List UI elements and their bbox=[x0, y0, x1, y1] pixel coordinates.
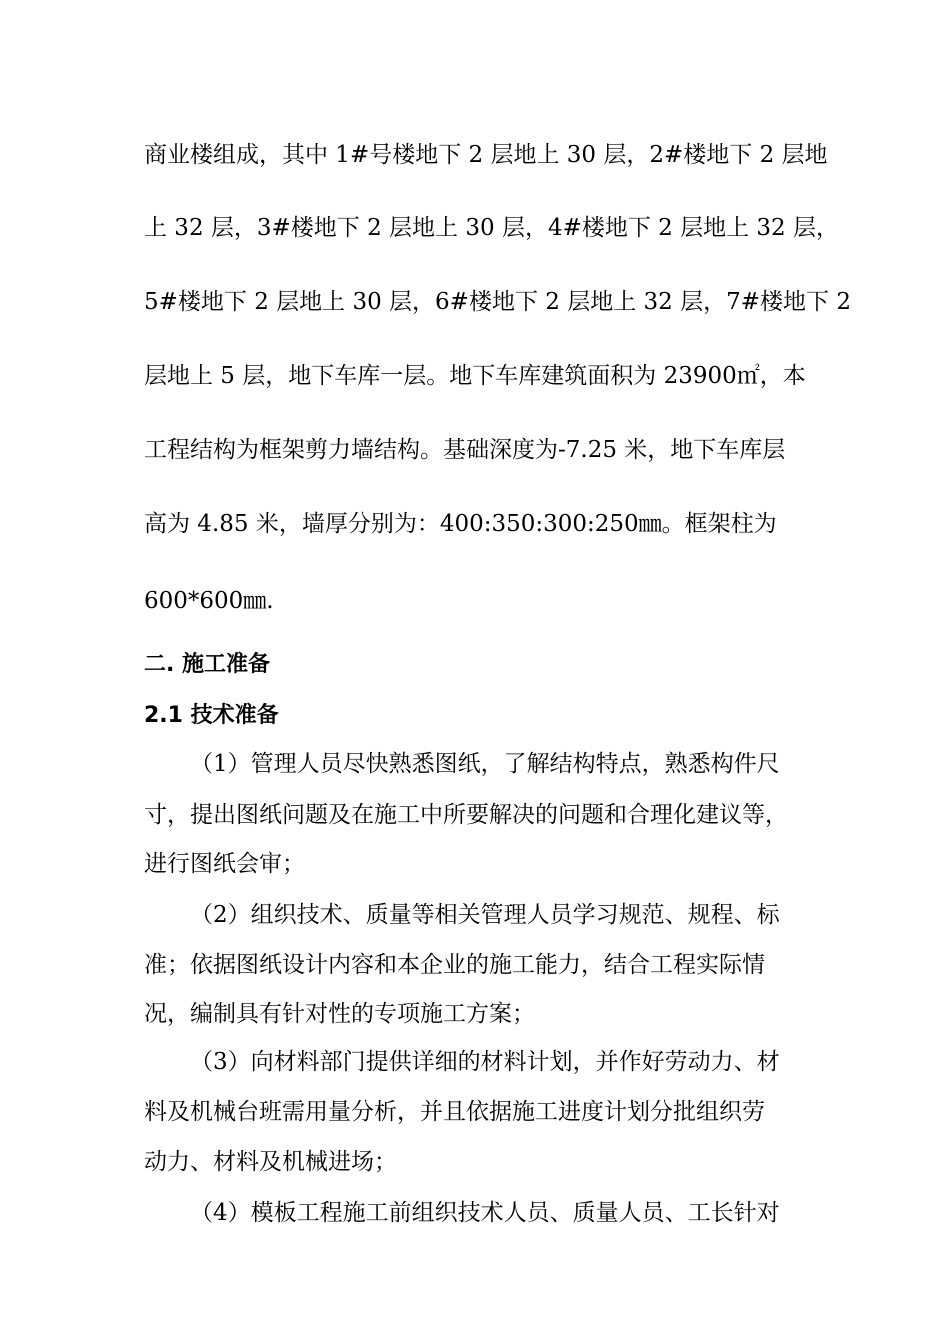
intro-line: 工程结构为框架剪力墙结构。基础深度为-7.25 米，地下车库层 bbox=[144, 437, 786, 463]
item-2-line: 况，编制具有针对性的专项施工方案； bbox=[144, 1001, 535, 1027]
item-4-line: （4）模板工程施工前组织技术人员、质量人员、工长针对 bbox=[190, 1200, 780, 1226]
intro-line: 商业楼组成，其中 1#号楼地下 2 层地上 30 层，2#楼地下 2 层地 bbox=[144, 142, 828, 168]
section-heading: 二. 施工准备 bbox=[144, 652, 271, 677]
item-1-line: 进行图纸会审； bbox=[144, 851, 305, 877]
item-3-line: （3）向材料部门提供详细的材料计划，并作好劳动力、材 bbox=[190, 1049, 780, 1075]
intro-line: 上 32 层，3#楼地下 2 层地上 30 层，4#楼地下 2 层地上 32 层， bbox=[144, 215, 839, 241]
intro-line: 600*600㎜. bbox=[144, 588, 274, 614]
intro-line: 5#楼地下 2 层地上 30 层，6#楼地下 2 层地上 32 层，7#楼地下 2 bbox=[144, 289, 851, 315]
item-3-line: 料及机械台班需用量分析，并且依据施工进度计划分批组织劳 bbox=[144, 1099, 765, 1125]
item-1-line: （1）管理人员尽快熟悉图纸，了解结构特点，熟悉构件尺 bbox=[190, 751, 780, 777]
item-1-line: 寸，提出图纸问题及在施工中所要解决的问题和合理化建议等， bbox=[144, 802, 788, 828]
intro-line: 高为 4.85 米，墙厚分别为：400:350:300:250㎜。框架柱为 bbox=[144, 511, 777, 537]
item-3-line: 动力、材料及机械进场； bbox=[144, 1149, 397, 1175]
item-2-line: （2）组织技术、质量等相关管理人员学习规范、规程、标 bbox=[190, 902, 780, 928]
item-2-line: 准；依据图纸设计内容和本企业的施工能力，结合工程实际情 bbox=[144, 952, 765, 978]
intro-line: 层地上 5 层，地下车库一层。地下车库建筑面积为 23900㎡，本 bbox=[144, 363, 806, 389]
subsection-heading: 2.1 技术准备 bbox=[144, 703, 279, 728]
